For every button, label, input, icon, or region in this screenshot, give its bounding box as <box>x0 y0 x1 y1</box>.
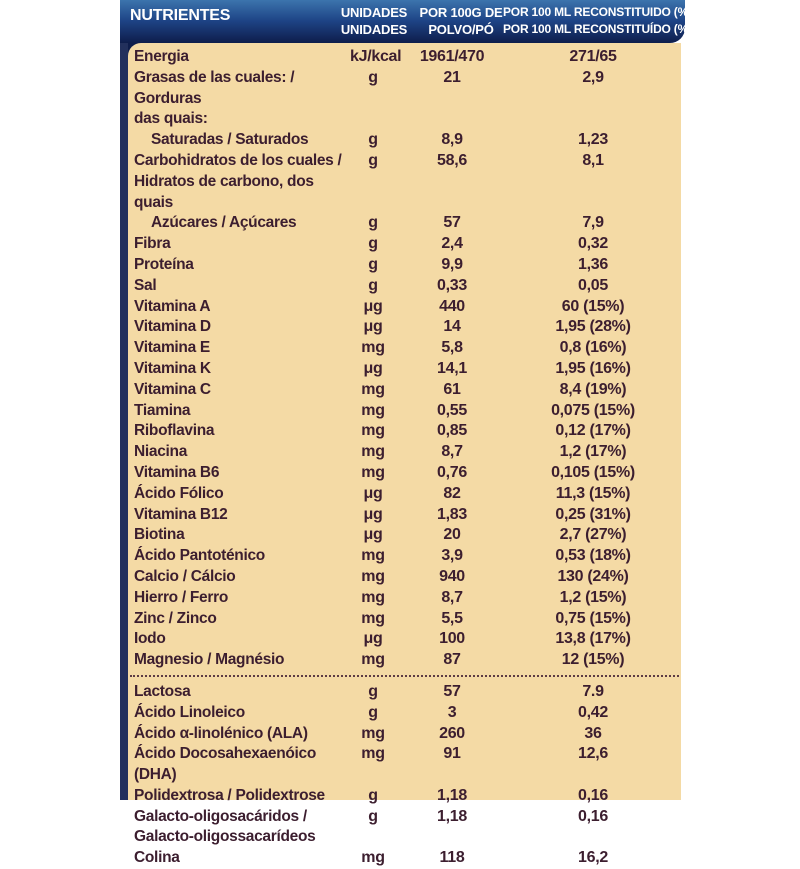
header-per100g-line2: POLVO/PÓ <box>428 22 494 37</box>
nutrient-label <box>131 421 350 442</box>
nutrient-label <box>131 255 350 276</box>
nutrient-label-line1: Fibra <box>134 235 171 253</box>
per100ml-value: 7.9 <box>582 682 604 700</box>
per100g-value: 2,4 <box>441 235 463 253</box>
per100g-value: 0,85 <box>437 422 467 440</box>
per100g-value: 9,9 <box>441 255 463 273</box>
per100ml-value: 0,105 (15%) <box>551 463 635 481</box>
per100g-value: 1,83 <box>437 505 467 523</box>
per100ml-value: 0,32 <box>578 235 608 253</box>
per100g-value: 0,33 <box>437 276 467 294</box>
per100ml-value: 11,3 (15%) <box>555 484 631 502</box>
nutrient-label <box>131 567 350 588</box>
per100g-value: 440 <box>439 297 465 315</box>
unit-value: mg <box>361 724 385 742</box>
nutrient-label-line1: Hierro / Ferro <box>134 588 228 606</box>
nutrient-label <box>131 682 350 703</box>
per100g-value: 260 <box>439 724 465 742</box>
header-units-line1: UNIDADES <box>340 5 408 20</box>
per100g-value: 57 <box>443 682 461 700</box>
per100ml-value: 16,2 <box>578 849 608 867</box>
nutrient-label-line1: Ácido α-linolénico (ALA) <box>134 724 308 742</box>
table-row <box>128 650 681 671</box>
nutrient-label <box>131 848 350 869</box>
per100g-value: 1,18 <box>437 786 467 804</box>
unit-value: mg <box>361 463 385 481</box>
unit-value: mg <box>361 339 385 357</box>
per100ml-value: 0,12 (17%) <box>555 422 631 440</box>
per100ml-value: 271/65 <box>569 48 617 65</box>
unit-value: μg <box>363 297 383 315</box>
per100g-value: 8,9 <box>441 131 463 149</box>
per100g-value: 940 <box>439 567 465 585</box>
other-components-section <box>128 682 681 869</box>
unit-value: mg <box>361 422 385 440</box>
nutrient-label <box>131 276 350 297</box>
nutrient-label <box>131 359 350 380</box>
unit-value: μg <box>363 359 383 377</box>
nutrient-label-line1: Colina <box>134 849 180 867</box>
per100g-value: 57 <box>443 214 461 232</box>
nutrient-label-line2: das quais: <box>134 110 208 128</box>
table-row <box>128 359 681 380</box>
nutrient-label <box>131 588 350 609</box>
nutrient-label <box>131 234 350 255</box>
nutrient-label-line1: Vitamina B6 <box>134 463 220 481</box>
nutrient-label-line1: Lactosa <box>134 682 191 700</box>
nutrient-label <box>131 609 350 630</box>
unit-value: g <box>368 214 378 232</box>
per100ml-value: 1,95 (16%) <box>555 359 631 377</box>
table-row <box>128 848 681 869</box>
unit-value: g <box>368 703 378 721</box>
table-row <box>128 567 681 588</box>
per100ml-value: 0,05 <box>578 276 608 294</box>
unit-value: mg <box>361 567 385 585</box>
nutrient-label-line1: Vitamina A <box>134 297 211 315</box>
table-row <box>128 317 681 338</box>
table-row <box>128 629 681 650</box>
nutrient-label-line1: Ácido Fólico <box>134 484 224 502</box>
table-row <box>128 255 681 276</box>
table-row <box>128 297 681 318</box>
per100g-value: 0,76 <box>437 463 467 481</box>
table-row <box>128 47 681 68</box>
nutrients-section <box>128 47 681 671</box>
per100ml-value: 0,16 <box>578 786 608 804</box>
nutrient-label <box>131 213 350 234</box>
per100ml-value: 1,2 (15%) <box>559 588 627 606</box>
unit-value: μg <box>363 630 383 648</box>
per100ml-value: 1,2 (17%) <box>559 443 627 461</box>
unit-value: g <box>368 151 378 169</box>
nutrient-label <box>131 297 350 318</box>
per100ml-value: 8,4 (19%) <box>559 380 627 398</box>
nutrient-label-line1: Carbohidratos de los cuales / <box>134 151 342 169</box>
nutrient-label-line1: Tiamina <box>134 401 191 419</box>
per100g-value: 91 <box>443 745 461 763</box>
nutrient-label-line1: Biotina <box>134 526 185 544</box>
nutrient-label <box>131 546 350 567</box>
table-row <box>128 546 681 567</box>
nutrient-label-line1: Galacto-oligosacáridos / <box>134 807 307 825</box>
per100g-value: 8,7 <box>441 588 463 606</box>
table-row <box>128 421 681 442</box>
header-per100ml <box>503 4 709 38</box>
nutrient-label <box>131 380 350 401</box>
header-nutrients: NUTRIENTES <box>130 7 231 24</box>
nutrient-label <box>131 744 350 786</box>
nutrient-label-line1: Proteína <box>134 255 194 273</box>
nutrient-label <box>131 317 350 338</box>
table-row <box>128 130 681 151</box>
unit-value: g <box>368 786 378 804</box>
table-row <box>128 213 681 234</box>
table-row <box>128 151 681 213</box>
unit-value: mg <box>361 745 385 763</box>
table-header <box>120 0 709 43</box>
per100ml-value: 8,1 <box>582 151 604 169</box>
nutrient-label-line1: Saturadas / Saturados <box>151 131 309 149</box>
nutrient-label-line1: Ácido Linoleico <box>134 703 245 721</box>
unit-value: mg <box>361 849 385 867</box>
per100ml-value: 12 (15%) <box>561 651 625 669</box>
unit-value: mg <box>361 401 385 419</box>
table-row <box>128 588 681 609</box>
table-row <box>128 401 681 422</box>
per100g-value: 118 <box>439 849 465 867</box>
per100ml-value: 130 (24%) <box>557 567 629 585</box>
nutrient-label <box>131 525 350 546</box>
table-row <box>128 807 681 849</box>
table-row <box>128 463 681 484</box>
per100ml-value: 60 (15%) <box>561 297 625 315</box>
per100g-value: 20 <box>443 526 461 544</box>
unit-value: g <box>368 807 378 825</box>
per100ml-value: 36 <box>584 724 602 742</box>
per100ml-value: 0,8 (16%) <box>559 339 627 357</box>
table-row <box>128 234 681 255</box>
per100ml-value: 1,36 <box>578 255 608 273</box>
nutrient-label <box>131 401 350 422</box>
nutrient-label-line2: Galacto-oligossacarídeos <box>134 828 316 846</box>
nutrient-label-line1: Ácido Pantoténico <box>134 547 265 565</box>
unit-value: mg <box>361 380 385 398</box>
nutrient-label-line1: Ácido Docosahexaenóico (DHA) <box>134 745 317 784</box>
per100ml-value: 0,53 (18%) <box>555 547 631 565</box>
nutrient-label-line1: Azúcares / Açúcares <box>151 214 297 232</box>
dotted-divider <box>130 675 679 677</box>
nutrient-label-line1: Calcio / Cálcio <box>134 567 236 585</box>
table-row <box>128 609 681 630</box>
unit-value: mg <box>361 443 385 461</box>
table-row <box>128 338 681 359</box>
per100ml-value: 12,6 <box>578 745 608 763</box>
unit-value: mg <box>361 547 385 565</box>
per100g-value: 100 <box>439 630 465 648</box>
per100g-value: 14,1 <box>437 359 467 377</box>
per100ml-value: 7,9 <box>582 214 604 232</box>
table-body <box>128 43 681 867</box>
nutrient-label <box>131 786 350 807</box>
per100g-value: 58,6 <box>437 151 467 169</box>
per100g-value: 87 <box>443 651 461 669</box>
nutrient-label-line1: Riboflavina <box>134 422 215 440</box>
nutrient-label-line1: Vitamina D <box>134 318 211 336</box>
per100g-value: 61 <box>443 380 461 398</box>
table-row <box>128 682 681 703</box>
nutrient-label <box>131 338 350 359</box>
nutrient-label <box>131 629 350 650</box>
per100ml-value: 1,23 <box>578 131 608 149</box>
nutrient-label <box>131 442 350 463</box>
nutrient-label <box>131 505 350 526</box>
table-row <box>128 68 681 130</box>
nutrient-label <box>131 703 350 724</box>
header-per100g <box>419 4 503 38</box>
unit-value: mg <box>361 588 385 606</box>
table-row <box>128 276 681 297</box>
per100ml-value: 0,42 <box>578 703 608 721</box>
per100g-value: 3,9 <box>441 547 463 565</box>
table-row <box>128 744 681 786</box>
nutrient-label <box>131 463 350 484</box>
per100g-value: 8,7 <box>441 443 463 461</box>
unit-value: g <box>368 235 378 253</box>
nutrient-label-line1: Zinc / Zinco <box>134 609 217 627</box>
per100g-value: 14 <box>443 318 461 336</box>
unit-value: kJ/kcal <box>350 48 402 65</box>
nutrient-label-line1: Grasas de las cuales: / Gorduras <box>134 68 295 107</box>
table-row <box>128 724 681 745</box>
nutrient-label-line1: Iodo <box>134 630 166 648</box>
table-row <box>128 525 681 546</box>
unit-value: g <box>368 255 378 273</box>
nutrient-label <box>131 68 350 130</box>
unit-value: g <box>368 68 378 86</box>
nutrient-label-line1: Vitamina C <box>134 380 211 398</box>
unit-value: mg <box>361 609 385 627</box>
unit-value: g <box>368 276 378 294</box>
table-row <box>128 484 681 505</box>
header-units <box>329 4 419 38</box>
per100g-value: 5,5 <box>441 609 463 627</box>
per100g-value: 1961/470 <box>419 48 485 65</box>
per100g-value: 1,18 <box>437 807 467 825</box>
nutrient-label <box>131 807 350 849</box>
per100g-value: 5,8 <box>441 339 463 357</box>
table-row <box>128 786 681 807</box>
left-border-strip <box>120 0 128 800</box>
per100ml-value: 0,75 (15%) <box>555 609 631 627</box>
unit-value: mg <box>361 651 385 669</box>
unit-value: g <box>368 131 378 149</box>
nutrient-label-line1: Polidextrosa / Polidextrose <box>134 786 325 804</box>
header-per100g-line1: POR 100G DE <box>419 5 503 20</box>
nutrient-label-line1: Sal <box>134 276 157 294</box>
per100ml-value: 0,16 <box>578 807 608 825</box>
nutrient-label-line1: Vitamina B12 <box>134 505 228 523</box>
header-units-line2: UNIDADES <box>340 22 408 37</box>
table-row <box>128 703 681 724</box>
unit-value: μg <box>363 484 383 502</box>
nutrient-label <box>131 484 350 505</box>
table-row <box>128 380 681 401</box>
per100ml-value: 1,95 (28%) <box>555 318 631 336</box>
nutrient-label-line2: Hidratos de carbono, dos quais <box>134 172 314 211</box>
nutrient-label-line1: Magnesio / Magnésio <box>134 651 285 669</box>
per100ml-value: 2,9 <box>582 68 604 86</box>
header-per100ml-line1: POR 100 ML RECONSTITUIDO (%IR⁶) <box>503 5 709 19</box>
per100ml-value: 0,075 (15%) <box>551 401 635 419</box>
per100ml-value: 13,8 (17%) <box>555 630 631 648</box>
unit-value: μg <box>363 526 383 544</box>
nutrient-label-line1: Vitamina K <box>134 359 211 377</box>
nutrient-label <box>131 650 350 671</box>
nutrient-label <box>131 724 350 745</box>
table-row <box>128 505 681 526</box>
nutrient-label <box>131 130 350 151</box>
nutrient-label <box>131 47 350 68</box>
nutrient-label-line1: Energia <box>134 48 189 65</box>
table-row <box>128 442 681 463</box>
nutrient-label <box>131 151 350 213</box>
per100ml-value: 2,7 (27%) <box>559 526 627 544</box>
unit-value: g <box>368 682 378 700</box>
per100g-value: 3 <box>447 703 457 721</box>
per100g-value: 82 <box>443 484 461 502</box>
per100g-value: 0,55 <box>437 401 467 419</box>
per100ml-value: 0,25 (31%) <box>555 505 631 523</box>
nutrient-label-line1: Niacina <box>134 443 188 461</box>
unit-value: μg <box>363 318 383 336</box>
header-per100ml-line2: POR 100 ML RECONSTITUÍDO (%IR⁶) <box>503 22 709 36</box>
per100g-value: 21 <box>443 68 461 86</box>
unit-value: μg <box>363 505 383 523</box>
nutrient-label-line1: Vitamina E <box>134 339 210 357</box>
